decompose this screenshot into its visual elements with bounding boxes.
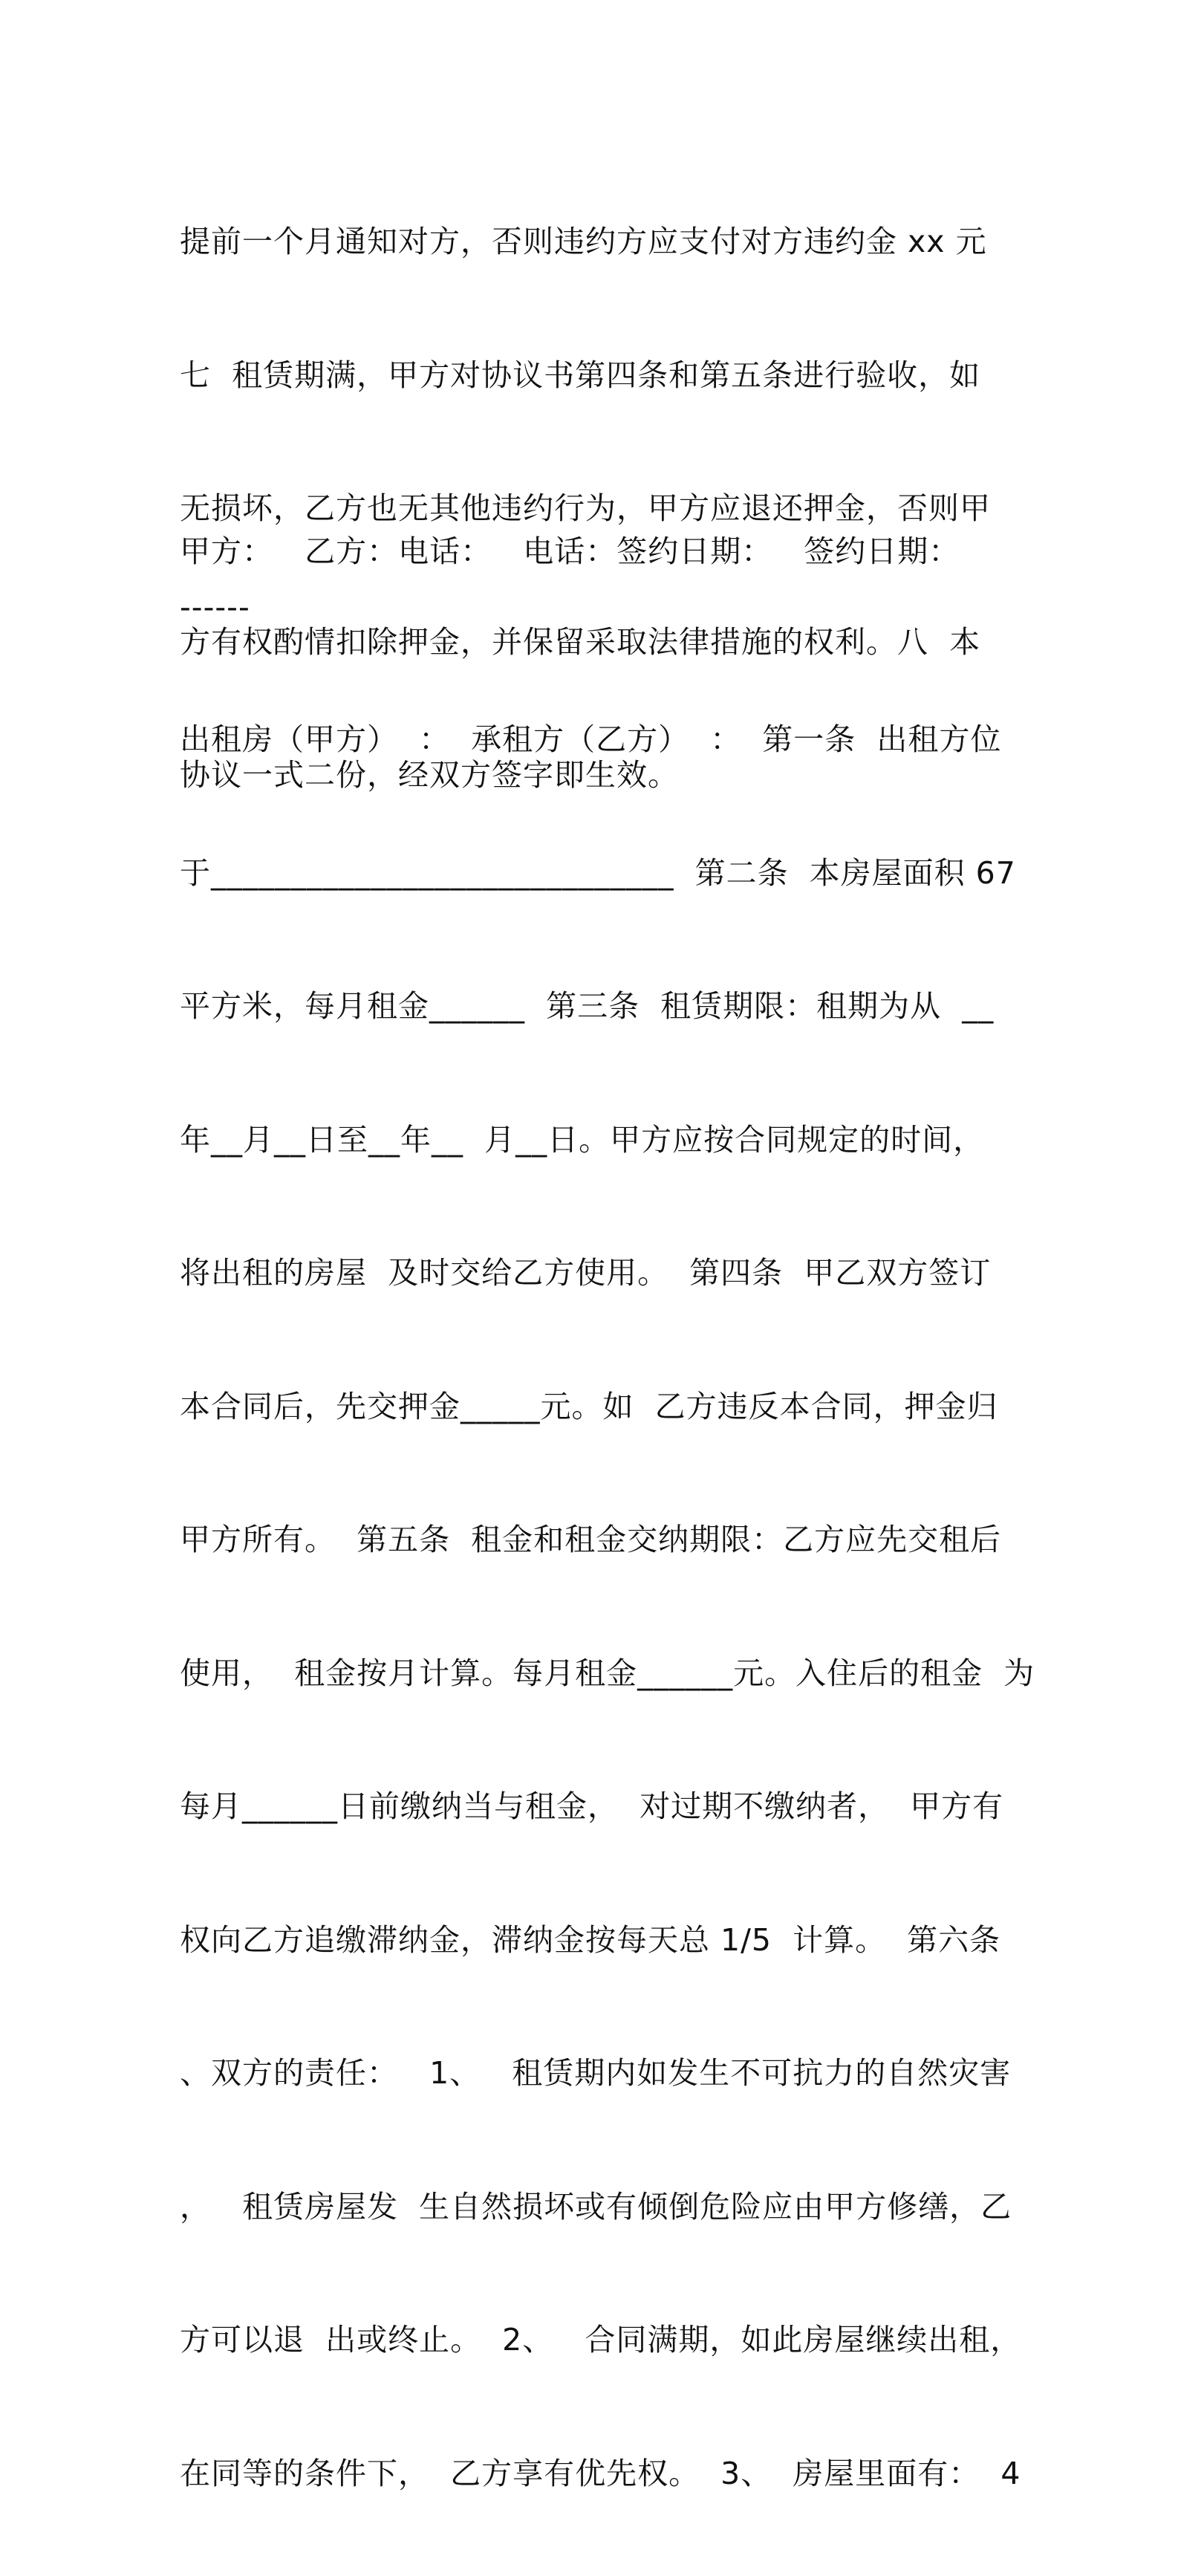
- paragraph-line: 协议一式二份，经双方签字即生效。: [180, 757, 679, 793]
- paragraph-line: 将出租的房屋 及时交给乙方使用。 第四条 甲乙双方签订: [180, 1255, 992, 1291]
- rental-contract-text: [180, 637, 1035, 2576]
- paragraph-line: 使用， 租金按月计算。每月租金______元。入住后的租金 为: [180, 1655, 1035, 1691]
- paragraph-line: 甲方所有。 第五条 租金和租金交纳期限：乙方应先交租后: [180, 1522, 1002, 1557]
- paragraph-line: 本合同后，先交押金_____元。如 乙方违反本合同，押金归: [180, 1388, 998, 1424]
- section-divider: ------: [180, 589, 250, 625]
- paragraph-line: 于_____________________________ 第二条 本房屋面积 67: [180, 854, 1016, 891]
- paragraph-line: 无损坏，乙方也无其他违约行为，甲方应退还押金，否则甲: [180, 490, 991, 526]
- paragraph-line: 权向乙方追缴滞纳金，滞纳金按每天总 1/5 计算。 第六条: [180, 1921, 1001, 1958]
- paragraph-line: 方可以退 出或终止。 2、 合同满期，如此房屋继续出租，: [180, 2322, 1022, 2358]
- signature-fields: 甲方： 乙方：电话： 电话：签约日期： 签约日期：: [180, 533, 960, 569]
- paragraph-line: 平方米，每月租金______ 第三条 租赁期限：租期为从 __: [180, 988, 995, 1024]
- paragraph-line: 七 租赁期满，甲方对协议书第四条和第五条进行验收，如: [180, 357, 981, 393]
- paragraph-line: ， 租赁房屋发 生自然损坏或有倾倒危险应由甲方修缮，乙: [180, 2188, 1012, 2225]
- paragraph-line: 在同等的条件下， 乙方享有优先权。 3、 房屋里面有： 4: [180, 2455, 1021, 2491]
- paragraph-line: 年__月__日至__年__ 月__日。甲方应按合同规定的时间，: [180, 1121, 985, 1158]
- paragraph-line: 方有权酌情扣除押金，并保留采取法律措施的权利。八 本: [180, 623, 981, 660]
- paragraph-line: 出租房（甲方） ： 承租方（乙方） ： 第一条 出租方位: [180, 721, 1002, 757]
- paragraph-line: 、双方的责任： 1、 租赁期内如发生不可抗力的自然灾害: [180, 2055, 1012, 2091]
- paragraph-line: 每月______日前缴纳当与租金， 对过期不缴纳者， 甲方有: [180, 1788, 1004, 1824]
- paragraph-line: 提前一个月通知对方，否则违约方应支付对方违约金 xx 元: [180, 224, 987, 259]
